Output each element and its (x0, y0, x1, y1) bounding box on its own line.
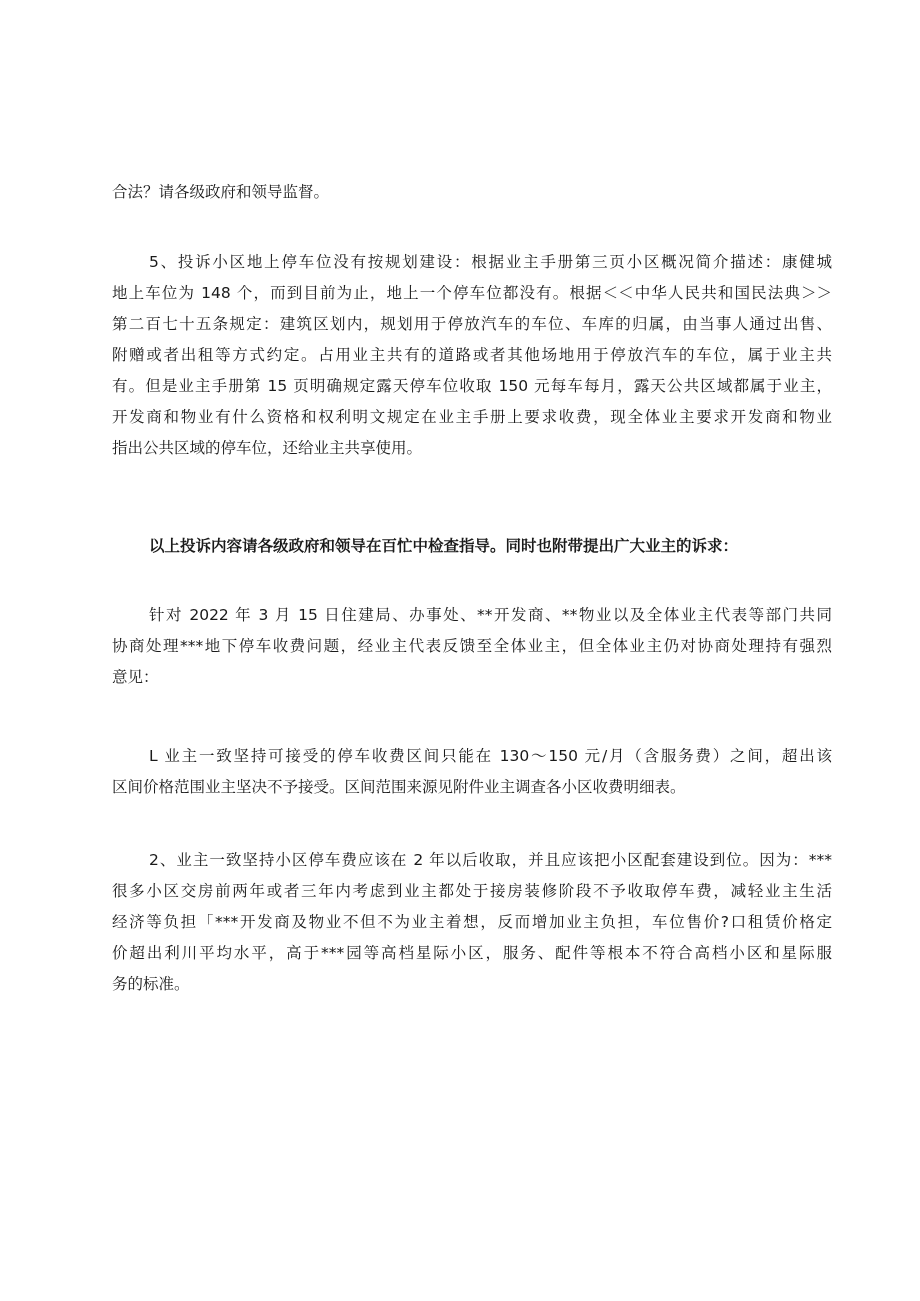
text-line: 经济等负担「***开发商及物业不但不为业主着想，反而增加业主负担，车位售价?口租赁价格定 (112, 913, 832, 931)
text-line: 附赠或者出租等方式约定。占用业主共有的道路或者其他场地用于停放汽车的车位，属于业主共 (112, 346, 832, 364)
text-line: 务的标准。 (112, 975, 190, 993)
section-heading (112, 536, 832, 556)
text-line: 第二百七十五条规定：建筑区划内，规划用于停放汽车的车位、车库的归属，由当事人通过出售、 (112, 315, 832, 333)
paragraph-item-5 (112, 252, 832, 458)
text-line: 意见： (112, 668, 159, 686)
text-line: 2、业主一致坚持小区停车费应该在 2 年以后收取，并且应该把小区配套建设到位。因为：*** (149, 851, 832, 869)
text-line: 区间价格范围业主坚决不予接受。区间范围来源见附件业主调查各小区收费明细表。 (112, 778, 686, 796)
paragraph-continuation (112, 182, 832, 202)
text-line: 地上车位为 148 个，而到目前为止，地上一个停车位都没有。根据＜＜中华人民共和国民法典＞＞ (112, 284, 832, 302)
text-line: 价超出利川平均水平，高于***园等高档星际小区，服务、配件等根本不符合高档小区和星际服 (112, 944, 832, 962)
text-line: 指出公共区域的停车位，还给业主共享使用。 (112, 439, 423, 457)
text-line: L 业主一致坚持可接受的停车收费区间只能在 130～150 元/月（含服务费）之间，超出该 (149, 747, 832, 765)
paragraph-demand-2 (112, 850, 832, 994)
text-line: 协商处理***地下停车收费问题，经业主代表反馈至全体业主，但全体业主仍对协商处理持有强烈 (112, 637, 832, 655)
paragraph-demand-1 (112, 746, 832, 797)
text-line: 有。但是业主手册第 15 页明确规定露天停车位收取 150 元每车每月，露天公共区域都属于业主， (112, 377, 832, 395)
text-line: 5、投诉小区地上停车位没有按规划建设：根据业主手册第三页小区概况简介描述：康健城 (149, 253, 832, 271)
heading-line: 以上投诉内容请各级政府和领导在百忙中检查指导。同时也附带提出广大业主的诉求： (149, 537, 739, 555)
text-line: 很多小区交房前两年或者三年内考虑到业主都处于接房装修阶段不予收取停车费，减轻业主生活 (112, 882, 832, 900)
text-line: 合法？请各级政府和领导监督。 (112, 183, 330, 201)
text-line: 开发商和物业有什么资格和权利明文规定在业主手册上要求收费，现全体业主要求开发商和物业 (112, 408, 832, 426)
paragraph-intro (112, 605, 832, 687)
text-line: 针对 2022 年 3 月 15 日住建局、办事处、**开发商、**物业以及全体业主代表等部门共同 (149, 606, 832, 624)
